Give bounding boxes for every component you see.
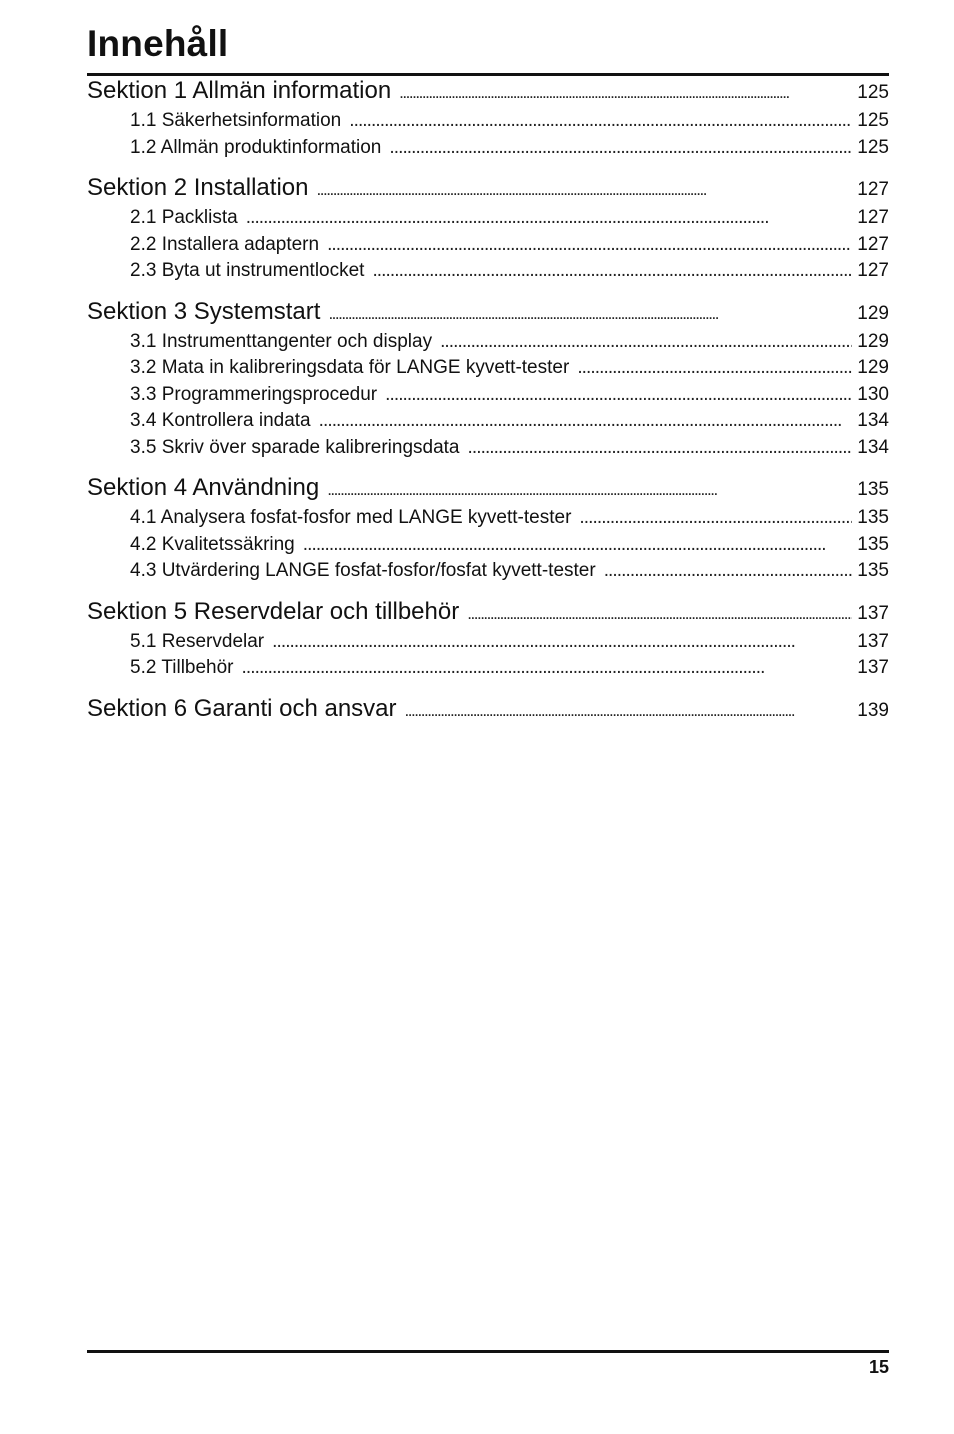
dot-leader bbox=[316, 175, 852, 205]
dot-leader bbox=[579, 505, 852, 532]
toc-section-label: Sektion 5 Reservdelar och tillbehör bbox=[87, 597, 460, 625]
toc-page-number: 137 bbox=[857, 630, 889, 652]
toc-page-number: 129 bbox=[857, 302, 889, 324]
toc-entry-label: 3.5 Skriv över sparade kalibreringsdata bbox=[130, 436, 460, 458]
toc-entry-label: 1.1 Säkerhetsinformation bbox=[130, 110, 342, 131]
toc-page-number: 125 bbox=[857, 136, 889, 158]
toc-entry[interactable] bbox=[87, 329, 889, 356]
toc-section-label: Sektion 2 Installation bbox=[87, 174, 309, 201]
toc-page-number: 125 bbox=[857, 82, 889, 103]
dot-leader bbox=[246, 205, 853, 232]
toc-section bbox=[87, 297, 889, 462]
toc-entry-label: 1.2 Allmän produktinformation bbox=[130, 136, 382, 158]
toc-page-number: 134 bbox=[857, 436, 889, 458]
toc-entry-label: 3.3 Programmeringsprocedur bbox=[130, 383, 378, 405]
toc-section bbox=[87, 694, 889, 726]
toc-entry[interactable] bbox=[87, 435, 889, 462]
toc-page-number: 129 bbox=[857, 357, 889, 378]
toc-entry[interactable] bbox=[87, 355, 889, 382]
toc-page-number: 125 bbox=[857, 110, 889, 131]
dot-leader bbox=[327, 475, 852, 505]
toc-entry[interactable] bbox=[87, 382, 889, 409]
dot-leader bbox=[577, 355, 852, 382]
toc-section-entry[interactable] bbox=[87, 173, 889, 205]
toc-entry-label: 3.4 Kontrollera indata bbox=[130, 410, 311, 431]
toc-entry-label: 2.1 Packlista bbox=[130, 207, 238, 228]
toc-entry[interactable] bbox=[87, 205, 889, 232]
dot-leader bbox=[372, 258, 852, 285]
toc-page-number: 135 bbox=[857, 560, 889, 581]
toc-entry-label: 2.3 Byta ut instrumentlocket bbox=[130, 260, 365, 281]
toc-page-number: 127 bbox=[857, 207, 889, 228]
dot-leader bbox=[405, 696, 853, 726]
footer-page-number: 15 bbox=[868, 1357, 889, 1377]
toc-page-number: 127 bbox=[857, 260, 889, 281]
toc-section bbox=[87, 76, 889, 161]
toc-entry-label: 2.2 Installera adaptern bbox=[130, 233, 320, 255]
toc-page-number: 137 bbox=[857, 602, 889, 624]
dot-leader bbox=[385, 382, 852, 409]
dot-leader bbox=[303, 532, 853, 559]
toc-entry[interactable] bbox=[87, 655, 889, 682]
toc-section-entry[interactable] bbox=[87, 597, 889, 629]
table-of-contents bbox=[87, 76, 889, 738]
toc-section bbox=[87, 173, 889, 285]
toc-page-number: 130 bbox=[857, 383, 889, 405]
toc-section-label: Sektion 4 Användning bbox=[87, 474, 320, 501]
toc-entry[interactable] bbox=[87, 232, 889, 259]
toc-entry[interactable] bbox=[87, 532, 889, 559]
toc-page-number: 135 bbox=[857, 533, 889, 555]
toc-page-number: 127 bbox=[857, 233, 889, 255]
dot-leader bbox=[467, 599, 852, 629]
toc-entry[interactable] bbox=[87, 135, 889, 162]
toc-entry-label: 5.1 Reservdelar bbox=[130, 630, 265, 652]
dot-leader bbox=[328, 299, 852, 329]
dot-leader bbox=[349, 108, 852, 135]
dot-leader bbox=[389, 135, 852, 162]
dot-leader bbox=[604, 558, 853, 585]
dot-leader bbox=[272, 629, 852, 656]
footer-divider bbox=[87, 1350, 889, 1353]
page-title: Innehåll bbox=[87, 23, 229, 64]
toc-page-number: 127 bbox=[857, 179, 889, 200]
toc-page-number: 137 bbox=[857, 657, 889, 678]
dot-leader bbox=[399, 78, 852, 108]
toc-section bbox=[87, 473, 889, 585]
toc-section-label: Sektion 1 Allmän information bbox=[87, 77, 392, 104]
toc-entry-label: 3.1 Instrumenttangenter och display bbox=[130, 330, 433, 352]
dot-leader bbox=[468, 435, 853, 462]
toc-page-number: 139 bbox=[857, 699, 889, 721]
dot-leader bbox=[440, 329, 852, 356]
toc-section bbox=[87, 597, 889, 682]
dot-leader bbox=[327, 232, 852, 259]
toc-page-number: 135 bbox=[857, 479, 889, 500]
toc-entry[interactable] bbox=[87, 258, 889, 285]
dot-leader bbox=[242, 655, 853, 682]
toc-section-entry[interactable] bbox=[87, 473, 889, 505]
toc-page-number: 129 bbox=[857, 330, 889, 352]
toc-section-label: Sektion 3 Systemstart bbox=[87, 297, 321, 325]
toc-section-entry[interactable] bbox=[87, 297, 889, 329]
toc-entry[interactable] bbox=[87, 108, 889, 135]
toc-page-number: 135 bbox=[857, 507, 889, 528]
toc-section-entry[interactable] bbox=[87, 76, 889, 108]
toc-entry[interactable] bbox=[87, 505, 889, 532]
toc-section-label: Sektion 6 Garanti och ansvar bbox=[87, 694, 397, 722]
toc-entry-label: 4.2 Kvalitetssäkring bbox=[130, 533, 295, 555]
toc-entry-label: 4.1 Analysera fosfat-fosfor med LANGE kyvett-tester bbox=[130, 507, 572, 528]
toc-entry-label: 3.2 Mata in kalibreringsdata för LANGE kyvett-tester bbox=[130, 357, 570, 378]
toc-entry[interactable] bbox=[87, 558, 889, 585]
toc-section-entry[interactable] bbox=[87, 694, 889, 726]
toc-entry-label: 5.2 Tillbehör bbox=[130, 657, 234, 678]
toc-page-number: 134 bbox=[857, 410, 889, 431]
toc-entry[interactable] bbox=[87, 629, 889, 656]
toc-entry[interactable] bbox=[87, 408, 889, 435]
dot-leader bbox=[319, 408, 853, 435]
toc-entry-label: 4.3 Utvärdering LANGE fosfat-fosfor/fosfat kyvett-tester bbox=[130, 560, 596, 581]
